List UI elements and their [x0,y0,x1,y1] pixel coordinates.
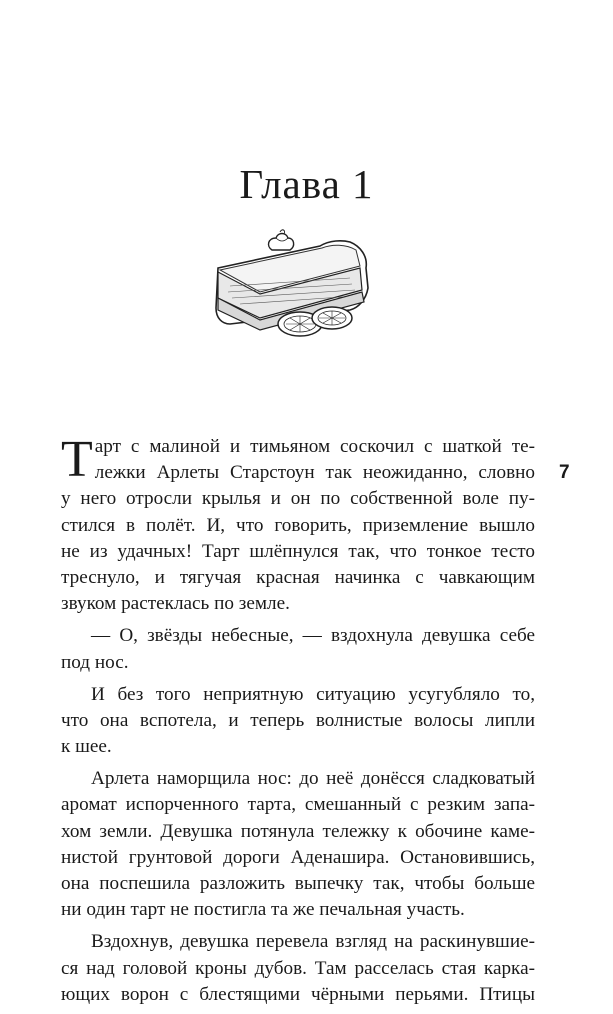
paragraph [61,431,535,617]
text-line: она поспешила разложить выпечку так, чтобы больше [61,873,535,894]
pie-slice-illustration [200,228,370,348]
paragraph [61,929,535,1008]
text-line: нистой грунтовой дороги Аденашира. Остановившись, [61,846,535,868]
text-line: арт с малиной и тимьяном соскочил с шаткой те- [94,436,535,457]
text-line: стился в полёт. И, что говорить, приземление вышло [61,514,535,536]
text-line: — О, звёзды небесные, — вздохнула девушка себе [91,625,535,647]
paragraph [61,682,535,761]
chapter-title: Глава 1 [239,161,374,207]
text-line: звуком растеклась по земле. [61,593,290,615]
text-line: лежки Арлеты Старстоун так неожиданно, словно [94,462,535,484]
text-line: к шее. [61,736,112,758]
drop-cap: Т [61,431,93,488]
text-line: ни один тарт не постигла та же печальная участь. [61,899,465,921]
text-line: ющих ворон с блестящими чёрными перьями. Птицы [61,983,535,1005]
paragraph [61,623,535,675]
text-line: не из удачных! Тарт шлёпнулся так, что тонкое тесто [61,540,535,562]
text-line: ся над головой кроны дубов. Там расселась стая карка- [61,957,535,979]
text-line: аромат испорченного тарта, смешанный с резким запа- [61,794,535,816]
paragraph [61,766,535,923]
text-line: хом земли. Девушка потянула тележку к обочине каме- [61,820,535,842]
text-line: Вздохнув, девушка перевела взгляд на раскинувшие- [91,931,535,953]
body-text [61,431,535,1014]
text-line: треснуло, и тягучая красная начинка с чавкающим [61,566,535,588]
text-line: И без того неприятную ситуацию усугубляло то, [91,683,535,705]
page-number: 7 [559,462,570,483]
text-line: у него отросли крылья и он по собственной воле пу- [61,488,535,510]
text-line: Арлета наморщила нос: до неё донёсся сладковатый [91,768,535,790]
text-line: что она вспотела, и теперь волнистые волосы липли [61,709,535,731]
text-line: под нос. [61,651,129,673]
